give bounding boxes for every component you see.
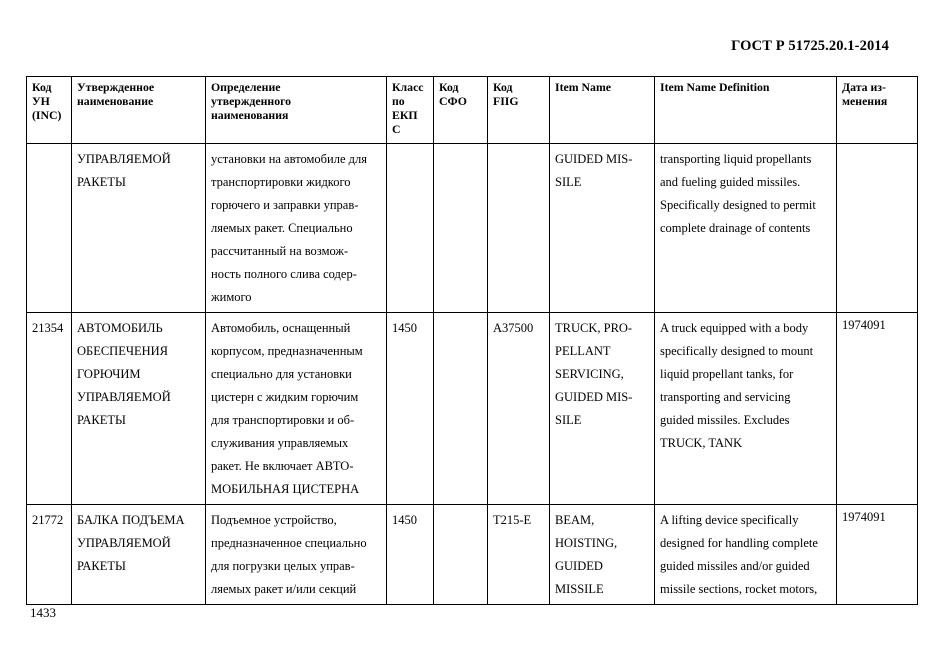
cell-item-name: GUIDED MIS- SILE (550, 144, 655, 313)
cell-fiig: A37500 (488, 313, 550, 505)
cell-fiig (488, 144, 550, 313)
cell-item-name: BEAM, HOISTING, GUIDED MISSILE (550, 505, 655, 605)
cell-class (387, 144, 434, 313)
table-header-row (27, 77, 918, 144)
cell-item-name: TRUCK, PRO- PELLANT SERVICING, GUIDED MIS- SILE (550, 313, 655, 505)
cell-item-name-definition: A truck equipped with a body specifically designed to mount liquid propellant tanks, for transporting and servicing guided missiles. Excludes TRUCK, TANK (655, 313, 837, 505)
col-header-class: Класс по ЕКП С (387, 77, 434, 144)
col-header-definition: Определение утвержденного наименования (206, 77, 387, 144)
table-row (27, 144, 918, 313)
cell-code (27, 144, 72, 313)
cell-item-name-definition: transporting liquid propellants and fueling guided missiles. Specifically designed to permit complete drainage of contents (655, 144, 837, 313)
cell-class: 1450 (387, 505, 434, 605)
document-code: ГОСТ Р 51725.20.1-2014 (731, 38, 889, 54)
col-header-fiig: Код FIIG (488, 77, 550, 144)
cell-definition: Подъемное устройство, предназначенное специально для погрузки целых управ- ляемых ракет и/или секций (206, 505, 387, 605)
page-number: 1433 (30, 605, 56, 620)
col-header-sfo: Код СФО (434, 77, 488, 144)
catalog-table (26, 76, 918, 605)
table-row (27, 313, 918, 505)
col-header-item-name-definition: Item Name Definition (655, 77, 837, 144)
cell-definition: Автомобиль, оснащенный корпусом, предназначенным специально для установки цистерн с жидким горючим для транспортировки и об- служивания управляемых ракет. Не включает АВТО- МОБИЛЬНАЯ ЦИСТЕРНА (206, 313, 387, 505)
cell-fiig: T215-E (488, 505, 550, 605)
cell-change-date: 1974091 (837, 313, 918, 505)
col-header-change-date: Дата из- менения (837, 77, 918, 144)
cell-approved-name: БАЛКА ПОДЪЕМА УПРАВЛЯЕМОЙ РАКЕТЫ (72, 505, 206, 605)
cell-change-date: 1974091 (837, 505, 918, 605)
col-header-item-name: Item Name (550, 77, 655, 144)
cell-code: 21772 (27, 505, 72, 605)
cell-definition: установки на автомобиле для транспортировки жидкого горючего и заправки управ- ляемых ракет. Специально рассчитанный на возмож- ность полного слива содер- жимого (206, 144, 387, 313)
cell-approved-name: АВТОМОБИЛЬ ОБЕСПЕЧЕНИЯ ГОРЮЧИМ УПРАВЛЯЕМОЙ РАКЕТЫ (72, 313, 206, 505)
cell-class: 1450 (387, 313, 434, 505)
table-row (27, 505, 918, 605)
col-header-code: Код УН (INC) (27, 77, 72, 144)
cell-item-name-definition: A lifting device specifically designed for handling complete guided missiles and/or guided missile sections, rocket motors, (655, 505, 837, 605)
cell-change-date (837, 144, 918, 313)
cell-code: 21354 (27, 313, 72, 505)
col-header-approved-name: Утвержденное наименование (72, 77, 206, 144)
cell-sfo (434, 144, 488, 313)
cell-sfo (434, 505, 488, 605)
cell-approved-name: УПРАВЛЯЕМОЙ РАКЕТЫ (72, 144, 206, 313)
cell-sfo (434, 313, 488, 505)
